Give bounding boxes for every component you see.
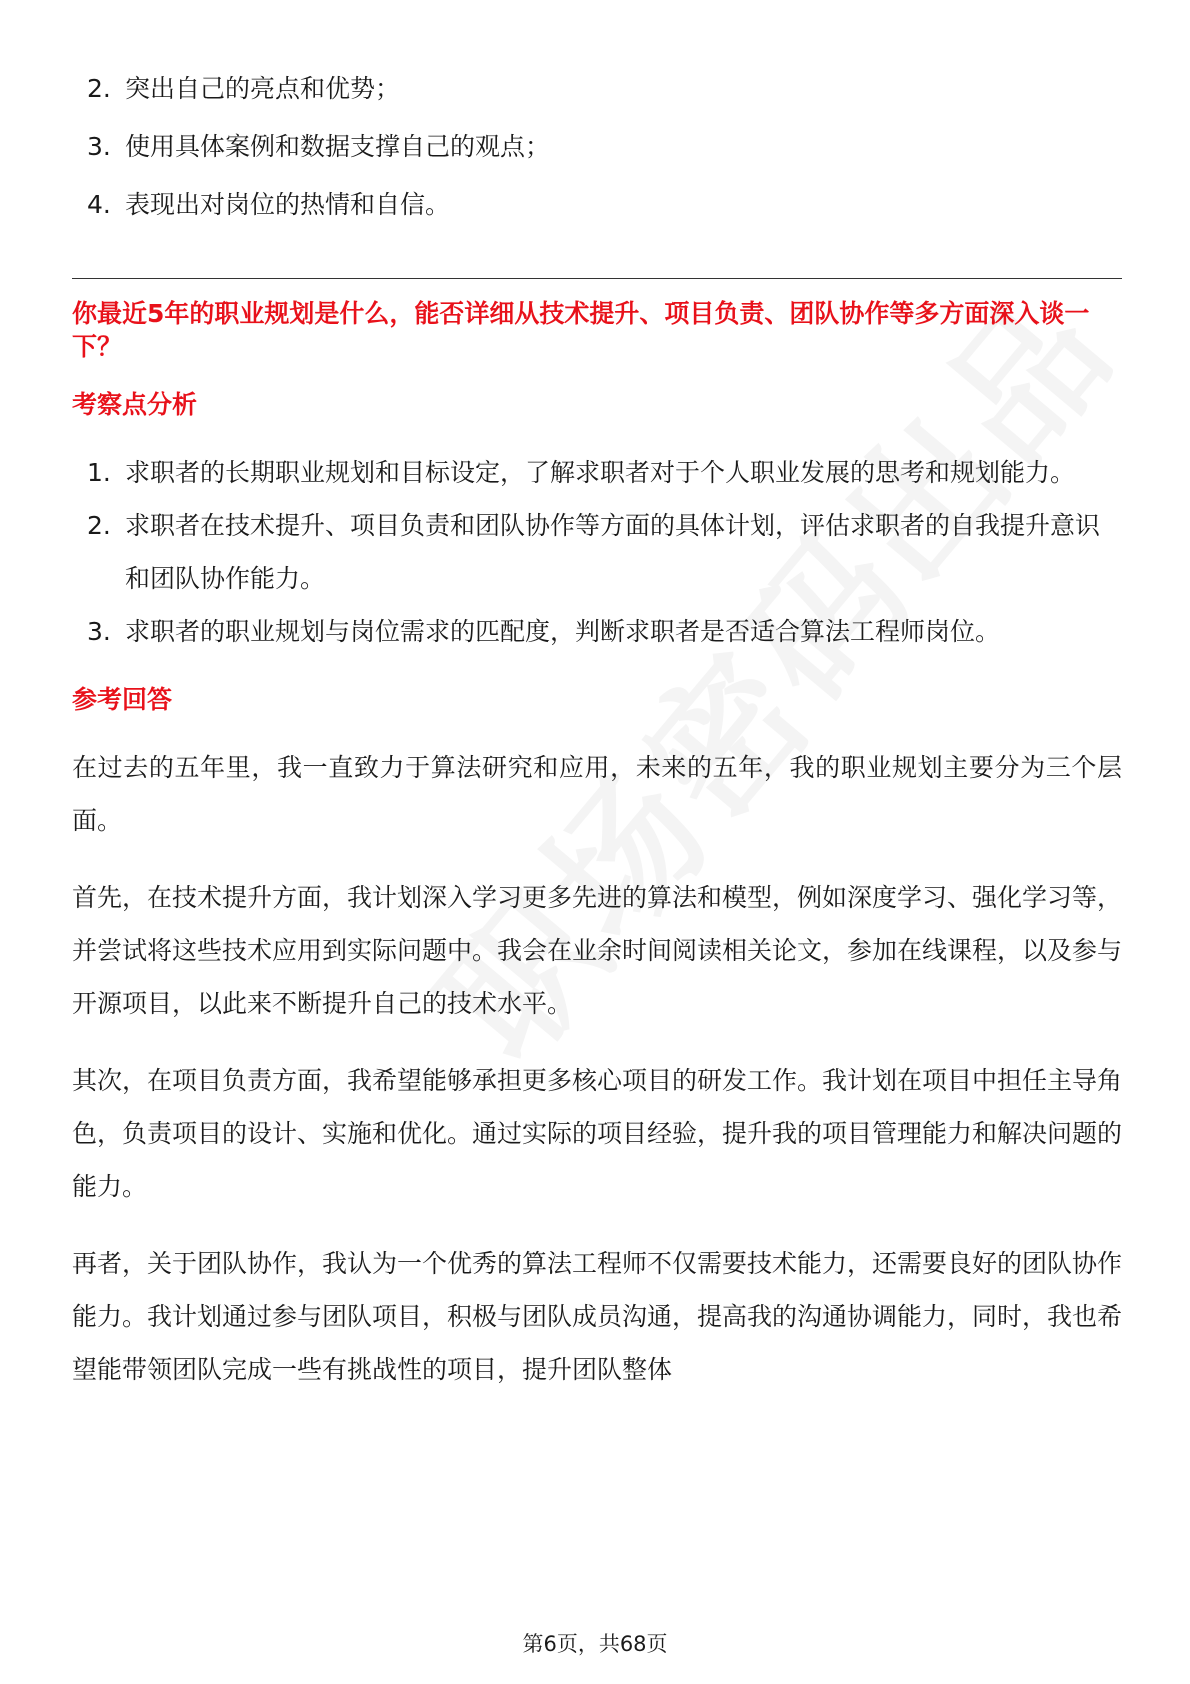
question-heading: 你最近5年的职业规划是什么，能否详细从技术提升、项目负责、团队协作等多方面深入谈一下？ (72, 299, 1090, 361)
answer-paragraph: 其次，在项目负责方面，我希望能够承担更多核心项目的研发工作。我计划在项目中担任主导角色，负责项目的设计、实施和优化。通过实际的项目经验，提升我的项目管理能力和解决问题的能力。 (72, 1066, 1123, 1201)
list-item-text: 求职者的职业规划与岗位需求的匹配度，判断求职者是否适合算法工程师岗位。 (125, 617, 1001, 646)
list-item (72, 605, 1122, 658)
answer-paragraph: 再者，关于团队协作，我认为一个优秀的算法工程师不仅需要技术能力，还需要良好的团队协作能力。我计划通过参与团队项目，积极与团队成员沟通，提高我的沟通协调能力，同时，我也希望能带领团队完成一些有挑战性的项目，提升团队整体 (72, 1249, 1123, 1384)
list-item-text: 表现出对岗位的热情和自信。 (125, 190, 451, 219)
list-item (72, 176, 1122, 234)
answer-paragraph: 首先，在技术提升方面，我计划深入学习更多先进的算法和模型，例如深度学习、强化学习等，并尝试将这些技术应用到实际问题中。我会在业余时间阅读相关论文，参加在线课程，以及参与开源项目，以此来不断提升自己的技术水平。 (72, 883, 1123, 1018)
page-footer: 第6页，共68页 (522, 1632, 668, 1656)
section-divider (72, 278, 1122, 279)
top-list (72, 60, 1122, 234)
answer-heading: 参考回答 (72, 685, 173, 714)
list-item-text: 求职者的长期职业规划和目标设定，了解求职者对于个人职业发展的思考和规划能力。 (125, 458, 1076, 487)
list-item-text: 使用具体案例和数据支撑自己的观点； (125, 132, 551, 161)
list-item-text: 求职者在技术提升、项目负责和团队协作等方面的具体计划，评估求职者的自我提升意识和团队协作能力。 (125, 511, 1101, 593)
list-item-number: 2. (87, 511, 111, 540)
list-item (72, 60, 1122, 118)
list-item-number: 2. (87, 74, 111, 103)
list-item-number: 4. (87, 190, 111, 219)
analysis-list (72, 446, 1122, 658)
list-item-number: 1. (87, 458, 111, 487)
list-item-text: 突出自己的亮点和优势； (125, 74, 401, 103)
list-item (72, 118, 1122, 176)
list-item-number: 3. (87, 617, 111, 646)
analysis-heading: 考察点分析 (72, 390, 198, 419)
list-item (72, 499, 1122, 605)
list-item (72, 446, 1122, 499)
list-item-number: 3. (87, 132, 111, 161)
answer-paragraph: 在过去的五年里，我一直致力于算法研究和应用，未来的五年，我的职业规划主要分为三个层面。 (72, 753, 1122, 835)
page-content (72, 60, 1122, 1420)
